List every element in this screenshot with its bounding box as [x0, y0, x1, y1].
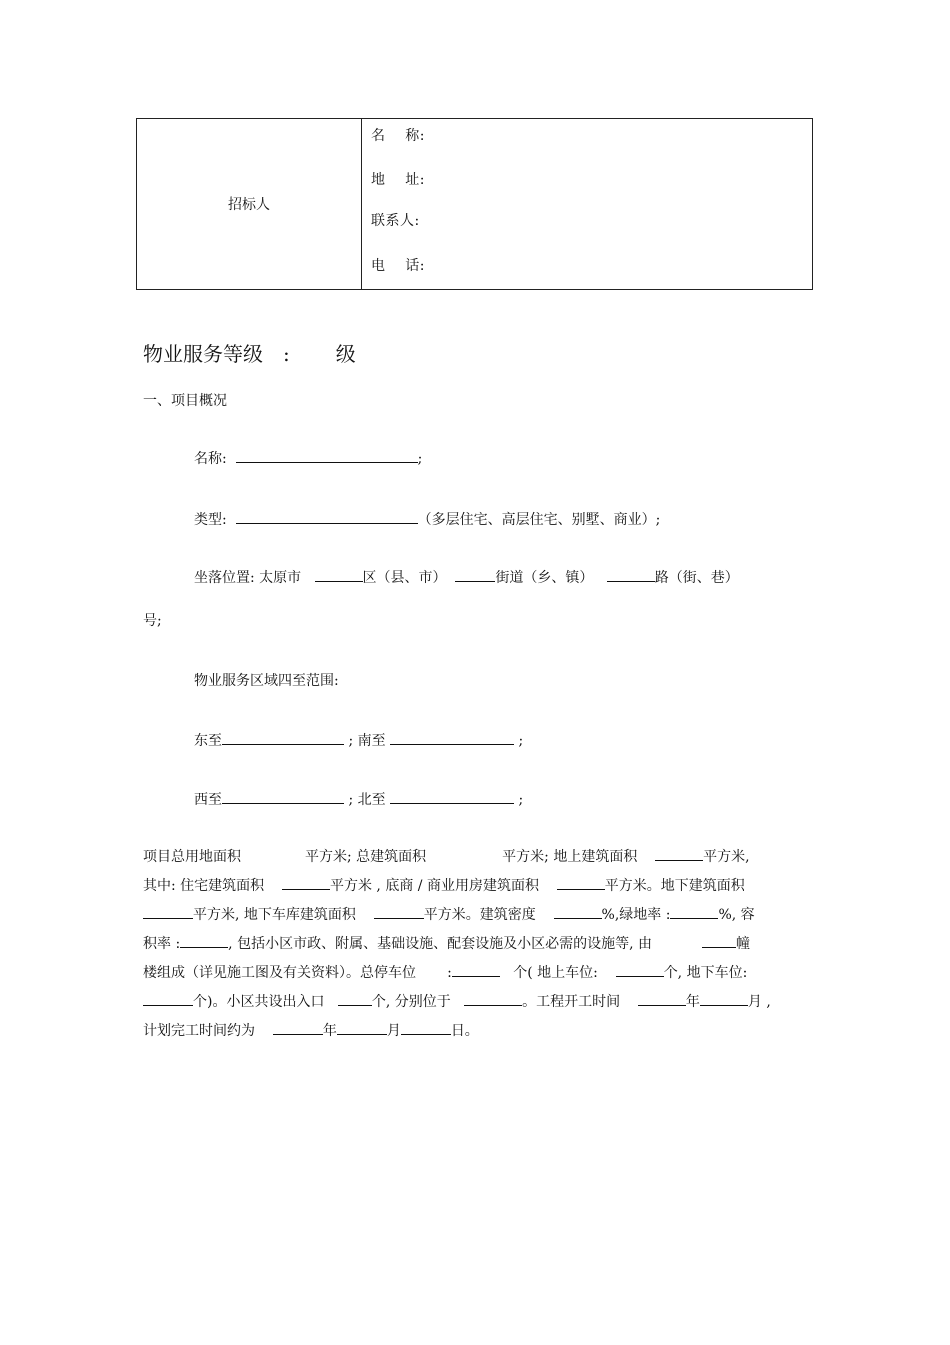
west-semicolon: ;	[348, 792, 354, 808]
overview-row-7	[143, 1017, 809, 1046]
parking-total-blank[interactable]	[452, 962, 500, 977]
project-overview-paragraph	[143, 843, 809, 1046]
project-type-label: 类型:	[194, 512, 227, 528]
north-label: 北至	[357, 792, 386, 808]
start-month-blank[interactable]	[700, 991, 748, 1006]
project-name-end: ;	[417, 451, 423, 467]
commercial-area-label: 平方米 , 底商 / 商业用房建筑面积	[329, 878, 539, 894]
north-blank[interactable]	[390, 789, 514, 804]
start-month-unit: 月 ,	[747, 994, 771, 1010]
west-blank[interactable]	[222, 789, 344, 804]
green-rate-blank[interactable]	[670, 904, 718, 919]
east-label: 东至	[194, 733, 222, 749]
overview-row-1	[143, 843, 809, 872]
tenderer-label: 招标人	[228, 197, 270, 213]
green-rate-label: %,绿地率 :	[601, 907, 671, 923]
south-semicolon: ;	[518, 733, 524, 749]
start-date-label: 。工程开工时间	[522, 994, 621, 1010]
north-semicolon: ;	[518, 792, 524, 808]
street-blank[interactable]	[455, 567, 495, 582]
plot-ratio-label-start: %, 容	[718, 907, 755, 923]
ground-parking-label: 个( 地上车位:	[513, 965, 598, 981]
total-land-area-label: 项目总用地面积	[143, 849, 241, 865]
project-name-blank[interactable]	[236, 448, 418, 463]
project-type-options: （多层住宅、高层住宅、别墅、商业）;	[417, 512, 661, 528]
end-month-blank[interactable]	[337, 1020, 387, 1035]
name-field-label: 名 称:	[371, 128, 426, 144]
west-label: 西至	[194, 792, 222, 808]
service-grade-heading	[143, 338, 356, 367]
service-grade-colon: :	[283, 342, 290, 366]
overview-row-2	[143, 872, 809, 901]
facilities-text: , 包括小区市政、附属、基础设施、配套设施及小区必需的设施等, 由	[228, 936, 652, 952]
road-blank[interactable]	[607, 567, 655, 582]
south-blank[interactable]	[390, 730, 514, 745]
east-semicolon: ;	[348, 733, 354, 749]
overview-row-5	[143, 959, 809, 988]
parking-total-label: 楼组成（详见施工图及有关资料）。总停车位	[143, 965, 416, 981]
start-year-unit: 年	[685, 994, 700, 1010]
project-type-line	[194, 509, 660, 530]
district-blank[interactable]	[315, 567, 363, 582]
above-ground-area-label: 平方米; 地上建筑面积	[502, 849, 638, 865]
entrance-label: 个)。小区共设出入口	[193, 994, 325, 1010]
ground-parking-blank[interactable]	[616, 962, 664, 977]
end-year-unit: 年	[322, 1023, 337, 1039]
tenderer-info-cell	[362, 119, 812, 289]
end-year-blank[interactable]	[273, 1020, 323, 1035]
commercial-area-blank[interactable]	[557, 875, 605, 890]
west-north-line	[194, 789, 523, 810]
underground-area-label: 平方米。地下建筑面积	[604, 878, 745, 894]
overview-row-6	[143, 988, 809, 1017]
plot-ratio-label: 积率 :	[143, 936, 181, 952]
residential-area-blank[interactable]	[282, 875, 330, 890]
underground-parking-blank[interactable]	[143, 991, 193, 1006]
above-ground-area-blank[interactable]	[655, 846, 703, 861]
tenderer-table	[136, 118, 813, 290]
completion-date-label: 计划完工时间约为	[143, 1023, 255, 1039]
plot-ratio-blank[interactable]	[180, 933, 228, 948]
underground-area-blank[interactable]	[143, 904, 193, 919]
building-count-blank[interactable]	[702, 933, 736, 948]
section-title: 一、项目概况	[143, 393, 227, 409]
overview-unit-1: 平方米,	[703, 849, 750, 865]
parking-colon: :	[447, 965, 452, 981]
building-unit: 幢	[735, 936, 750, 952]
boundary-label: 物业服务区域四至范围:	[194, 673, 339, 689]
overview-row-3	[143, 901, 809, 930]
garage-area-blank[interactable]	[374, 904, 424, 919]
overview-row-4	[143, 930, 809, 959]
location-line	[194, 567, 739, 588]
road-text: 路（街、巷）	[654, 570, 739, 586]
phone-field-label: 电 话:	[371, 258, 426, 274]
east-south-line	[194, 730, 523, 751]
entrance-location-label: 个, 分别位于	[371, 994, 451, 1010]
building-density-blank[interactable]	[554, 904, 602, 919]
building-density-label: 平方米。建筑密度	[423, 907, 536, 923]
project-name-line	[194, 448, 422, 469]
total-building-area-label: 平方米; 总建筑面积	[305, 849, 427, 865]
project-type-blank[interactable]	[236, 509, 418, 524]
entrance-count-blank[interactable]	[338, 991, 372, 1006]
start-year-blank[interactable]	[638, 991, 686, 1006]
street-text: 街道（乡、镇）	[495, 570, 594, 586]
end-month-unit: 月	[386, 1023, 401, 1039]
entrance-location-blank[interactable]	[464, 991, 522, 1006]
contact-field-label: 联系人:	[371, 213, 420, 229]
address-field-label: 地 址:	[371, 172, 426, 188]
project-name-label: 名称:	[194, 451, 227, 467]
residential-area-label: 其中: 住宅建筑面积	[143, 878, 265, 894]
end-day-unit: 日。	[450, 1023, 479, 1039]
end-day-blank[interactable]	[401, 1020, 451, 1035]
service-grade-label: 物业服务等级	[143, 342, 263, 366]
location-label: 坐落位置: 太原市	[194, 570, 302, 586]
service-grade-suffix: 级	[335, 342, 356, 366]
location-number: 号;	[143, 613, 162, 629]
underground-parking-label: 个, 地下车位:	[663, 965, 748, 981]
east-blank[interactable]	[222, 730, 344, 745]
district-text: 区（县、市）	[362, 570, 447, 586]
garage-area-label: 平方米, 地下车库建筑面积	[193, 907, 356, 923]
tenderer-label-cell	[137, 119, 362, 289]
south-label: 南至	[357, 733, 386, 749]
